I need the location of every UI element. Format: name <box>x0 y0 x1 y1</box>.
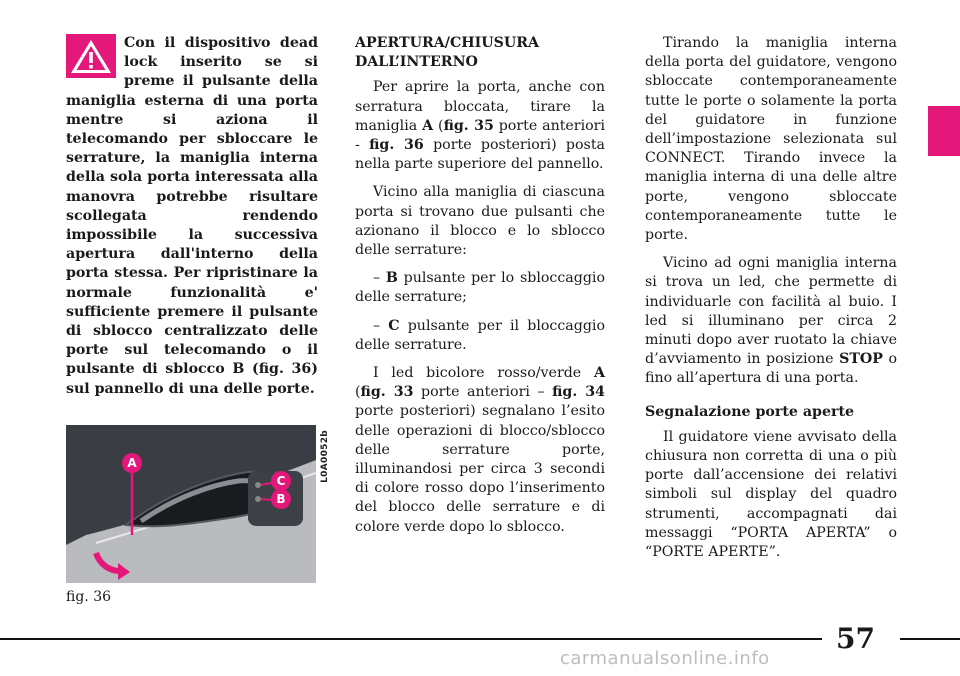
text-run: I led bicolore rosso/verde <box>373 365 594 382</box>
text-run: porte anteriori - <box>355 117 605 154</box>
section-side-tab <box>928 106 960 156</box>
paragraph-door-signal: Il guidatore viene avvisato della chiusura non corretta di una o più porte dall’accensione dei relativi simboli sul display del quadro strumenti, accompagnati dai messaggi “PORTA APERTA” o “PORTE APERTE”. <box>645 428 897 561</box>
callout-c: C <box>271 471 291 491</box>
figure-ref: fig. 33 <box>360 384 414 401</box>
footer-rule <box>0 638 822 640</box>
page-number: 57 <box>836 622 875 655</box>
section-heading-apertura: APERTURA/CHIUSURA DALL’INTERNO <box>355 35 540 71</box>
paragraph-led <box>355 364 605 537</box>
figure-ref: fig. 35 <box>443 117 494 134</box>
figure-code: L0A0052b <box>320 430 330 483</box>
text-run: o fino all’apertura di una porta. <box>645 351 897 387</box>
warning-column <box>66 34 318 399</box>
callout-b: B <box>271 489 291 509</box>
text-column-3 <box>645 34 897 571</box>
paragraph-button-b <box>355 269 605 307</box>
ref-label: A <box>422 117 434 134</box>
text-run: ( <box>433 117 444 134</box>
text-run: Per aprire la porta, anche con serratura bloccata, tirare la maniglia <box>355 79 605 134</box>
text-run: ( <box>355 384 361 401</box>
paragraph-handle-led <box>645 254 897 388</box>
text-run: pulsante per il bloccaggio delle serrature. <box>355 317 606 353</box>
text-run: pulsante per lo sbloccaggio delle serrature; <box>355 270 605 306</box>
paragraph-buttons: Vicino alla maniglia di ciascuna porta si trovano due pulsanti che azionano il blocco e lo sblocco delle serrature: <box>355 184 605 259</box>
ref-label: C <box>388 317 400 334</box>
door-panel-figure <box>66 425 316 583</box>
warning-triangle-icon <box>66 34 116 78</box>
warning-box <box>66 34 318 399</box>
paragraph-driver-handle: Tirando la maniglia interna della porta del guidatore, vengono sbloccate contemporaneamente tutte le porte o solamente la porta del guidatore in funzione dell’impostazione selezionata sul CONNECT. Tirando invece la maniglia interna di una delle altre porte, vengono sbloccate contemporaneamente tutte le porte. <box>645 35 897 244</box>
paragraph-open-door <box>355 78 605 174</box>
text-run: porte posteriori) posta nella parte superiore del pannello. <box>355 137 605 173</box>
footer-rule-right <box>900 638 960 640</box>
text-column-2 <box>355 34 605 546</box>
watermark: carmanualsonline.info <box>560 648 770 669</box>
section-heading-segnalazione: Segnalazione porte aperte <box>645 403 855 420</box>
figure-caption: fig. 36 <box>66 589 112 605</box>
figure-ref: fig. 36 <box>369 137 424 154</box>
text-run: Vicino ad ogni maniglia interna si trova un led, che permette di individuarle con facilità al buio. I led si illuminano per circa 2 minuti dopo aver ruotato la chiave d’avviamento in posizione <box>645 255 897 368</box>
text-run: – <box>373 317 389 334</box>
ref-label: A <box>593 365 605 382</box>
warning-text: Con il dispositivo dead lock inserito se si preme il pulsante della maniglia esterna di una porta mentre si aziona il telecomando per sbloccare le serrature, la maniglia interna della sola porta interessata alla manovra potrebbe risultare scollegata rendendo impossibile la successiva apertura dall'interno della porta stessa. Per ripristinare la normale funzionalità e' sufficiente premere il pulsante di sblocco centralizzato delle porte sul telecomando o il pulsante di sblocco B (fig. 36) sul pannello di una delle porte. <box>66 35 318 397</box>
ref-label: B <box>385 270 398 287</box>
callout-a: A <box>122 453 142 473</box>
stop-label: STOP <box>839 351 883 368</box>
figure-ref: fig. 34 <box>552 384 606 401</box>
text-run: porte anteriori – <box>413 384 553 401</box>
paragraph-button-c <box>355 317 605 355</box>
text-run: porte posteriori) segnalano l’esito delle operazioni di blocco/sblocco delle serrature porte, illuminandosi per circa 3 secondi di colore rosso dopo l’inserimento del blocco delle serrature e di colore verde dopo lo sblocco. <box>355 403 605 535</box>
text-run: – <box>373 270 386 287</box>
